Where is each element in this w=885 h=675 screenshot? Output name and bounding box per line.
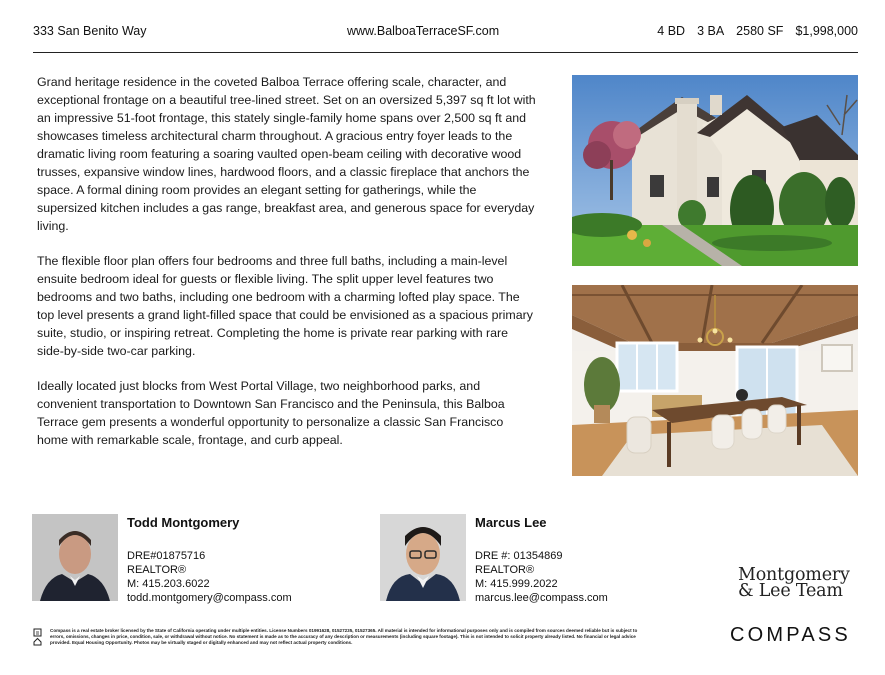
agent-card <box>380 514 680 604</box>
beds-count: 4 BD <box>657 24 686 38</box>
exterior-photo <box>572 75 858 266</box>
equal-housing-icon <box>34 629 41 636</box>
agent-license: DRE#01875716 <box>127 550 206 562</box>
agent-license: DRE #: 01354869 <box>475 550 563 562</box>
agent-card <box>32 514 332 604</box>
agent-headshot <box>32 514 118 601</box>
agent-headshot <box>380 514 466 601</box>
agent-name: Marcus Lee <box>475 515 547 530</box>
agent-title: REALTOR® <box>475 564 535 576</box>
team-logo <box>738 567 856 599</box>
agent-contact-details <box>127 549 292 605</box>
team-logo-line-1: Montgomery <box>738 565 850 585</box>
agent-email-link[interactable]: todd.montgomery@compass.com <box>127 592 292 604</box>
property-stats <box>657 24 858 38</box>
baths-count: 3 BA <box>697 24 725 38</box>
header-divider <box>33 52 858 53</box>
square-footage: 2580 SF <box>736 24 784 38</box>
property-website-link[interactable]: www.BalboaTerraceSF.com <box>347 24 500 38</box>
realtor-icon <box>34 639 41 646</box>
compass-logo: COMPASS <box>730 624 851 646</box>
agent-phone[interactable]: M: 415.203.6022 <box>127 578 210 590</box>
property-address: 333 San Benito Way <box>33 24 147 38</box>
header-bar <box>33 24 858 42</box>
description-paragraph: Ideally located just blocks from West Portal Village, two neighborhood parks, and convenient transportation to Downtown San Francisco and the Peninsula, this Balboa Terrace gem presents a wonderful opportunity to personalize a classic San Francisco home with remarkable scale, frontage, and curb appeal. <box>37 379 505 447</box>
team-logo-line-2: & Lee Team <box>738 581 843 601</box>
list-price: $1,998,000 <box>795 24 858 38</box>
dining-room-photo <box>572 285 858 476</box>
legal-disclaimer: Compass is a real estate broker licensed by the State of California operating under multiple entities. License Numbers 01991628, 01527235, 01527365. All material is intended for informational purposes only and is compiled from sources deemed reliable but is subject to errors, omissions, changes in price, condition, sale, or withdrawal without notice. No statement is made as to the accuracy of any description or measurements (including square footage). This is not intended to solicit property already listed. No financial or legal advice provided. Equal Housing Opportunity. Photos may be virtually staged or digitally enhanced and may not reflect actual property conditions. <box>50 628 638 645</box>
property-description <box>37 73 537 466</box>
agent-name: Todd Montgomery <box>127 515 240 530</box>
footer-icons <box>33 628 43 646</box>
agent-phone[interactable]: M: 415.999.2022 <box>475 578 558 590</box>
agent-contact-details <box>475 549 608 605</box>
agent-title: REALTOR® <box>127 564 187 576</box>
agent-email-link[interactable]: marcus.lee@compass.com <box>475 592 608 604</box>
description-paragraph: The flexible floor plan offers four bedrooms and three full baths, including a main-level ensuite bedroom ideal for guests or flexible living. The split upper level features two bedrooms and two baths, including one bedroom with a charming lofted play space. The top level presents a grand light-filled space that could be envisioned as a spacious primary suite, studio, or inspiring retreat. Completing the home is private rear parking with rare side-by-side two-car parking. <box>37 254 533 358</box>
description-paragraph: Grand heritage residence in the coveted Balboa Terrace offering scale, character, and exceptional frontage on a beautiful tree-lined street. Set on an oversized 5,397 sq ft lot with an impressive 51-foot frontage, this stately single-family home spans over 2,500 sq ft and showcases timeless architectural charm throughout. A gracious entry foyer leads to the dramatic living room featuring a soaring vaulted open-beam ceiling with decorative wood trusses, expansive window lines, hardwood floors, and a classic fireplace that anchors the space. A formal dining room provides an elegant setting for gatherings, while the supersized kitchen includes a gas range, breakfast area, and generous space for everyday living. <box>37 75 536 233</box>
